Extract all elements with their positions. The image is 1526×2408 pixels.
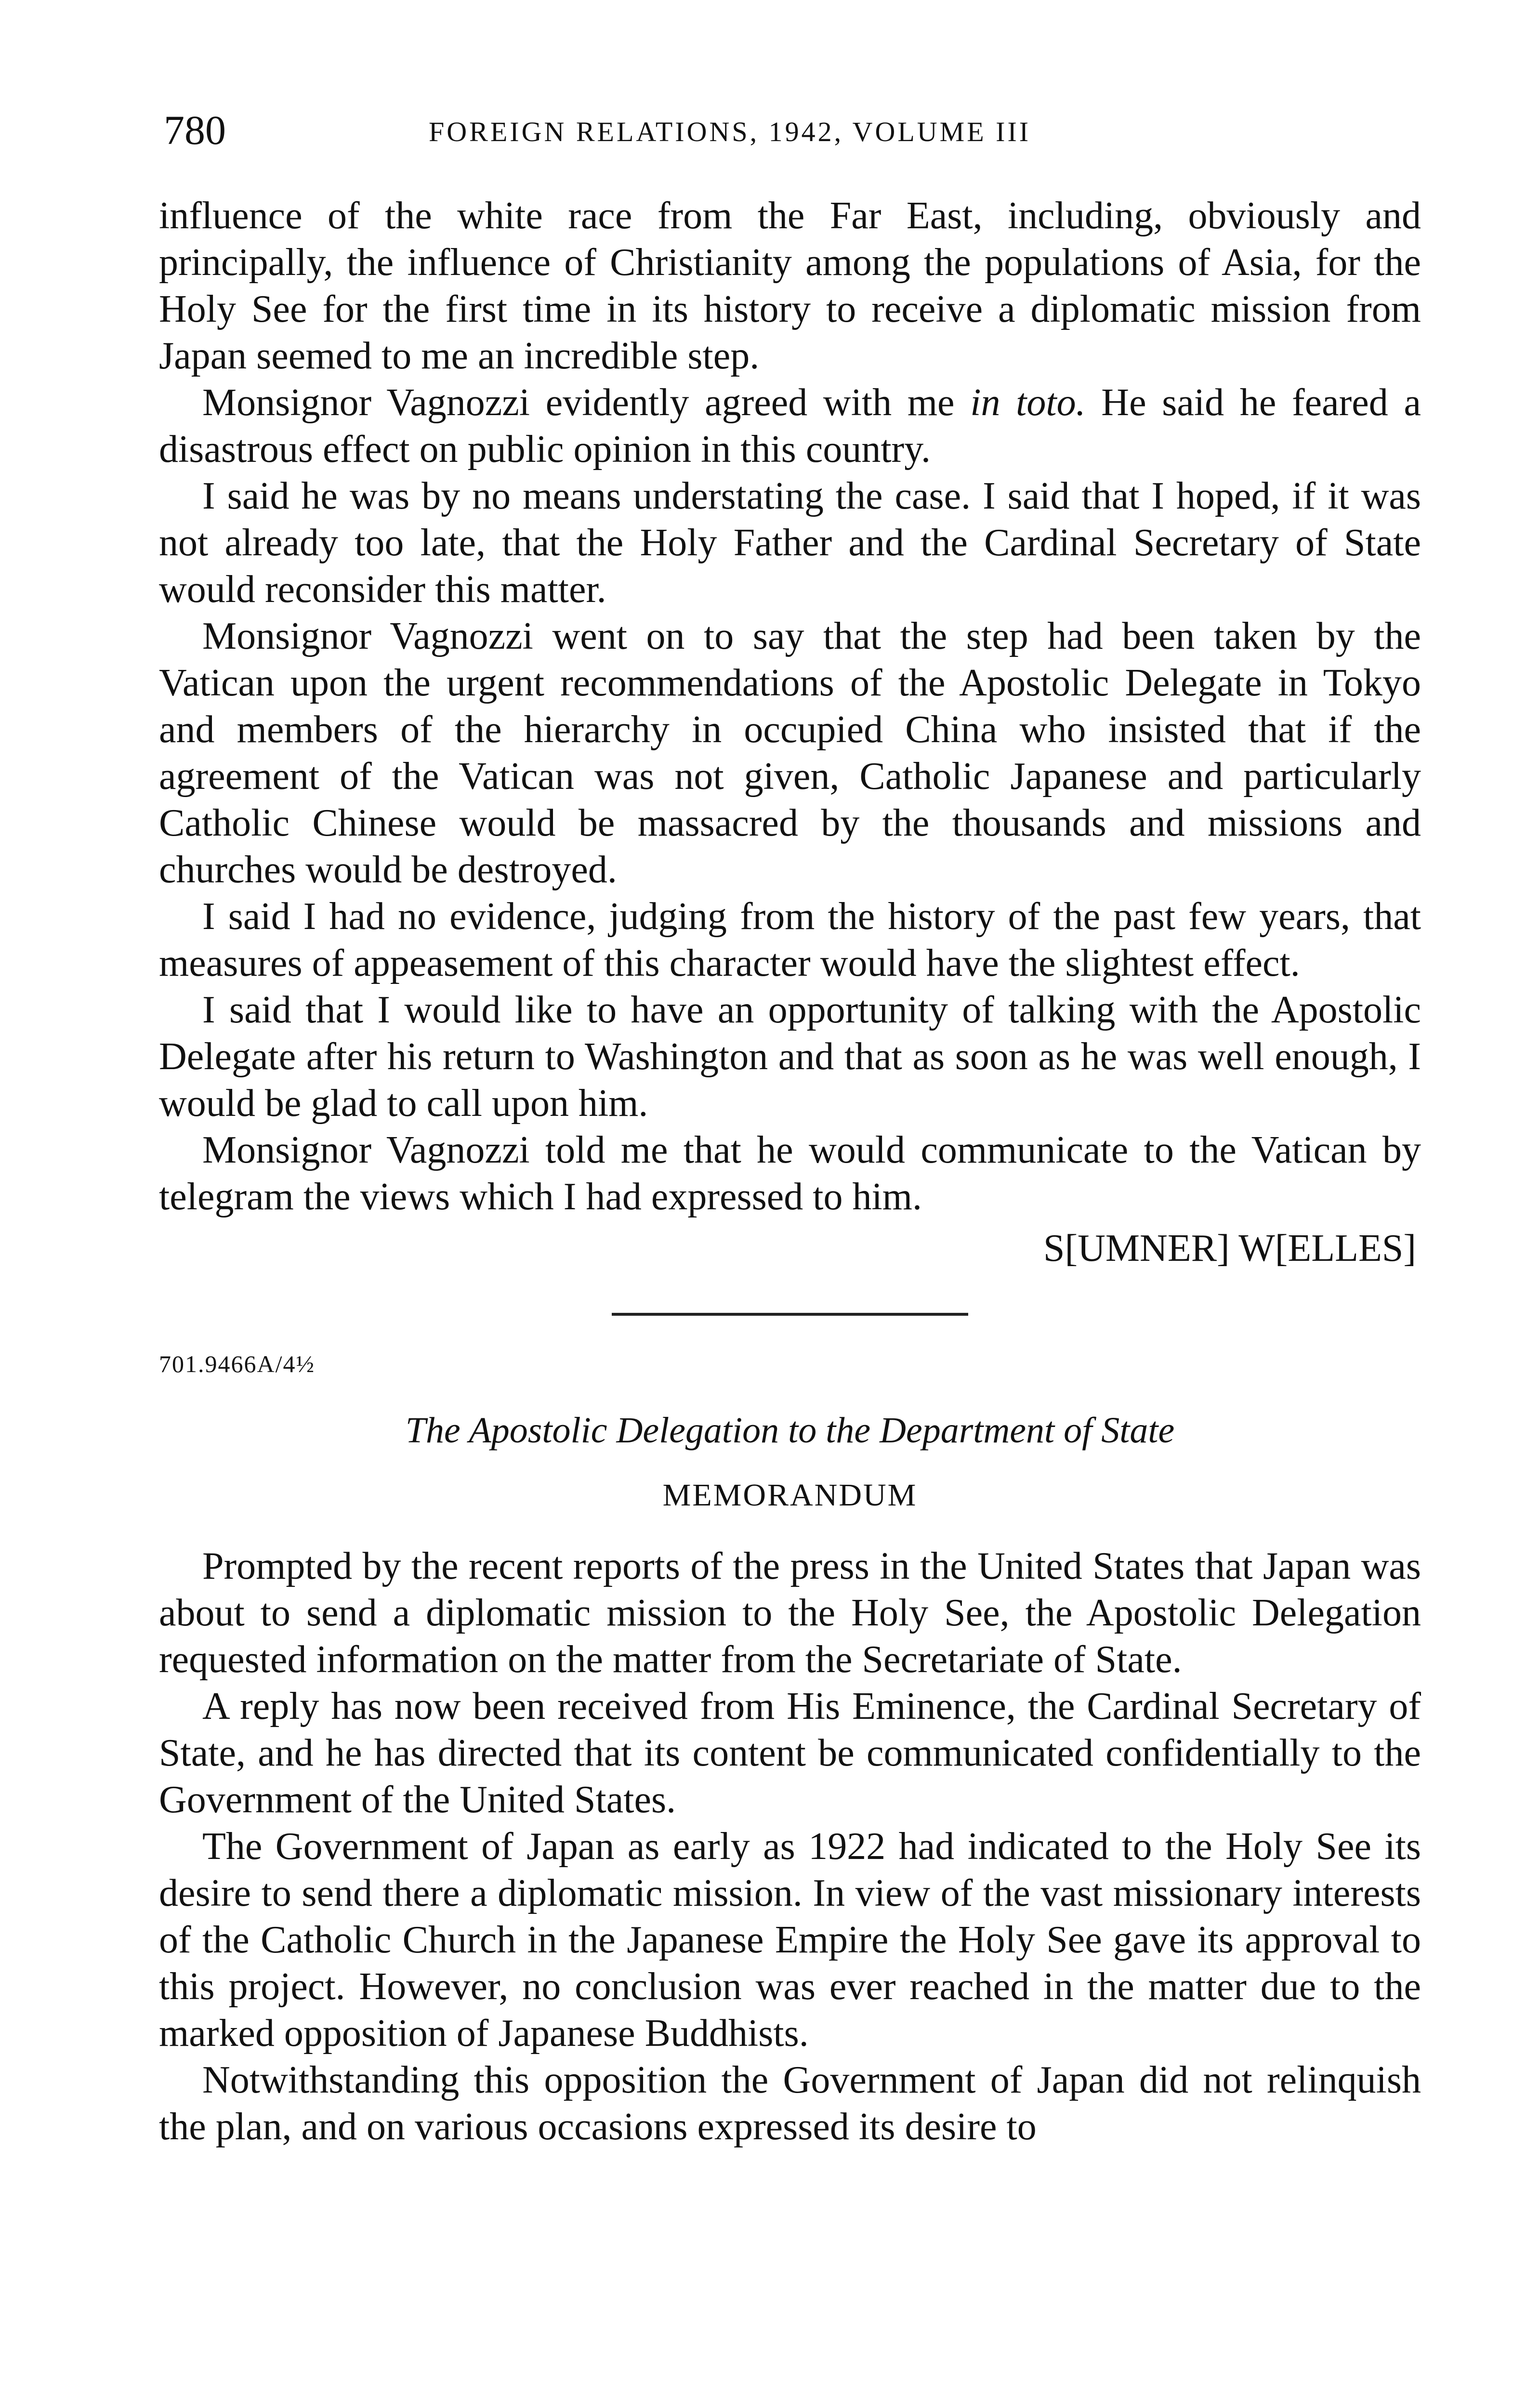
paragraph-communicate: Monsignor Vagnozzi told me that he would communicate to the Vatican by telegram the views which I had expressed to him. bbox=[159, 1129, 1421, 1218]
section-divider bbox=[612, 1313, 968, 1316]
signature bbox=[159, 1225, 1421, 1272]
paragraph-understating: I said he was by no means understating the case. I said that I hoped, if it was not already too late, that the Holy Father and the Cardinal Secretary of State would reconsider this matter. bbox=[159, 475, 1421, 611]
paragraph-continuation: influence of the white race from the Far East, including, obviously and principally, the influence of Christianity among the populations of Asia, for the Holy See for the first time in its history to receive a diplomatic mission from Japan seemed to me an incredible step. bbox=[159, 195, 1421, 377]
document-subtitle: MEMORANDUM bbox=[662, 1478, 918, 1513]
paragraph-prompted: Prompted by the recent reports of the press in the United States that Japan was about to send a diplomatic mission to the Holy See, the Apostolic Delegation requested information on the matter from the Secretariate of State. bbox=[159, 1545, 1421, 1681]
paragraph-no-evidence: I said I had no evidence, judging from the history of the past few years, that measures of appeasement of this character would have the slightest effect. bbox=[159, 895, 1421, 984]
paragraph-text: He said he feared a disastrous effect on public opinion in this country. bbox=[159, 381, 1421, 471]
document-title: The Apostolic Delegation to the Department of State bbox=[405, 1410, 1175, 1451]
paragraph-step-taken: Monsignor Vagnozzi went on to say that the step had been taken by the Vatican upon the urgent recommendations of the Apostolic Delegate in Tokyo and members of the hierarchy in occupied China who insisted that if the agreement of the Vatican was not given, Catholic Japanese and particularly Catholic Chinese would be massacred by the thousands and missions and churches would be destroyed. bbox=[159, 615, 1421, 891]
page-number: 780 bbox=[164, 107, 226, 153]
signature-text: S[UMNER] W[ELLES] bbox=[1043, 1227, 1416, 1269]
paragraph-vagnozzi-agreed bbox=[159, 380, 1421, 473]
page-body bbox=[159, 193, 1421, 2150]
running-head: FOREIGN RELATIONS, 1942, VOLUME III bbox=[429, 116, 1031, 147]
paragraph-reply: A reply has now been received from His Eminence, the Cardinal Secretary of State, and he has directed that its content be communicated confidentially to the Government of the United States. bbox=[159, 1685, 1421, 1821]
paragraph-notwithstanding: Notwithstanding this opposition the Government of Japan did not relinquish the plan, and on various occasions expressed its desire to bbox=[159, 2059, 1421, 2148]
paragraph-government-japan: The Government of Japan as early as 1922 had indicated to the Holy See its desire to send there a diplomatic mission. In view of the vast missionary interests of the Catholic Church in the Japanese Empire the Holy See gave its approval to this project. However, no conclusion was ever reached in the matter due to the marked opposition of Japanese Buddhists. bbox=[159, 1825, 1421, 2055]
page-header bbox=[164, 106, 1445, 164]
paragraph-text: Monsignor Vagnozzi evidently agreed with me bbox=[202, 381, 971, 424]
file-number: 701.9466A/4½ bbox=[159, 1350, 315, 1377]
latin-phrase: in toto. bbox=[970, 381, 1086, 424]
paragraph-opportunity: I said that I would like to have an opportunity of talking with the Apostolic Delegate after his return to Washington and that as soon as he was well enough, I would be glad to call upon him. bbox=[159, 989, 1421, 1125]
